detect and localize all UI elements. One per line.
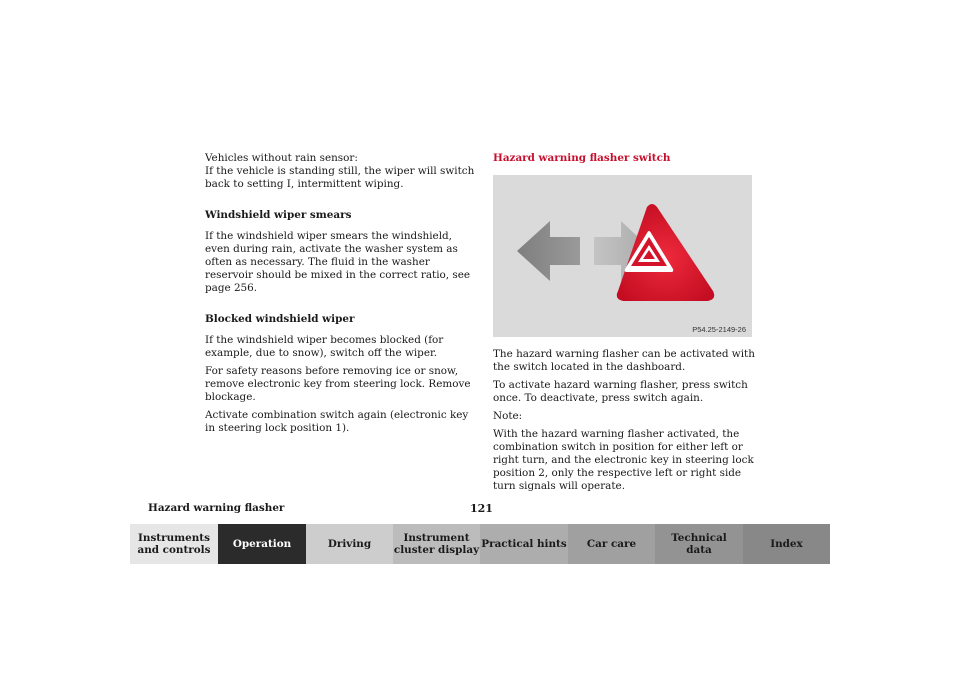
tab-label: Driving — [327, 538, 372, 550]
tab-driving[interactable] — [306, 524, 393, 564]
blocked-text-2: For safety reasons before removing ice or snow, remove electronic key from steering lock. Remove blockage. — [205, 365, 471, 403]
intro-line-2: If the vehicle is standing still, the wiper will switch back to setting I, intermittent wiping. — [205, 165, 475, 190]
tab-label: Practical hints — [481, 538, 567, 550]
blocked-text-1: If the windshield wiper becomes blocked (for example, due to snow), switch off the wiper. — [205, 334, 444, 359]
tab-operation[interactable] — [218, 524, 306, 564]
note-label: Note: — [493, 410, 523, 422]
tab-label: Technical data — [671, 532, 727, 556]
tab-label: Instruments and controls — [137, 532, 211, 556]
hazard-switch-figure — [493, 175, 752, 337]
tab-label: Index — [770, 538, 803, 550]
tab-label: Operation — [232, 538, 292, 550]
tab-label: Car care — [586, 538, 637, 550]
figure-code: P54.25-2149-26 — [692, 325, 746, 334]
section-tabs — [130, 524, 830, 564]
right-column-body — [493, 348, 755, 493]
hazard-text-1: The hazard warning flasher can be activated with the switch located in the dashboard. — [493, 348, 755, 373]
left-column — [205, 152, 475, 435]
smears-heading: Windshield wiper smears — [205, 209, 352, 221]
blocked-heading: Blocked windshield wiper — [205, 313, 355, 325]
blocked-text-3: Activate combination switch again (electronic key in steering lock position 1). — [205, 409, 469, 434]
tab-practical-hints[interactable] — [480, 524, 568, 564]
smears-text: If the windshield wiper smears the windshield, even during rain, activate the washer system as often as necessary. The fluid in the washer reservoir should be mixed in the correct ratio, see page 256. — [205, 230, 471, 294]
tab-instrument-cluster-display[interactable] — [393, 524, 480, 564]
tab-instruments-and-controls[interactable] — [130, 524, 218, 564]
left-arrow-icon — [517, 221, 580, 281]
tab-technical-data[interactable] — [655, 524, 743, 564]
right-column-header — [493, 152, 753, 165]
hazard-triangle-icon — [617, 204, 714, 301]
tab-index[interactable] — [743, 524, 830, 564]
note-text: With the hazard warning flasher activated, the combination switch in position for either left or right turn, and the electronic key in steering lock position 2, only the respective left or right side turn signals will operate. — [493, 428, 754, 492]
page-number: 121 — [470, 502, 493, 515]
intro-line-1: Vehicles without rain sensor: — [205, 152, 358, 164]
hazard-text-2: To activate hazard warning flasher, press switch once. To deactivate, press switch again. — [493, 379, 748, 404]
hazard-switch-heading: Hazard warning flasher switch — [493, 152, 671, 164]
section-title: Hazard warning flasher — [148, 502, 285, 514]
tab-car-care[interactable] — [568, 524, 655, 564]
hazard-switch-illustration — [493, 175, 752, 337]
tab-label: Instrument cluster display — [393, 532, 480, 556]
